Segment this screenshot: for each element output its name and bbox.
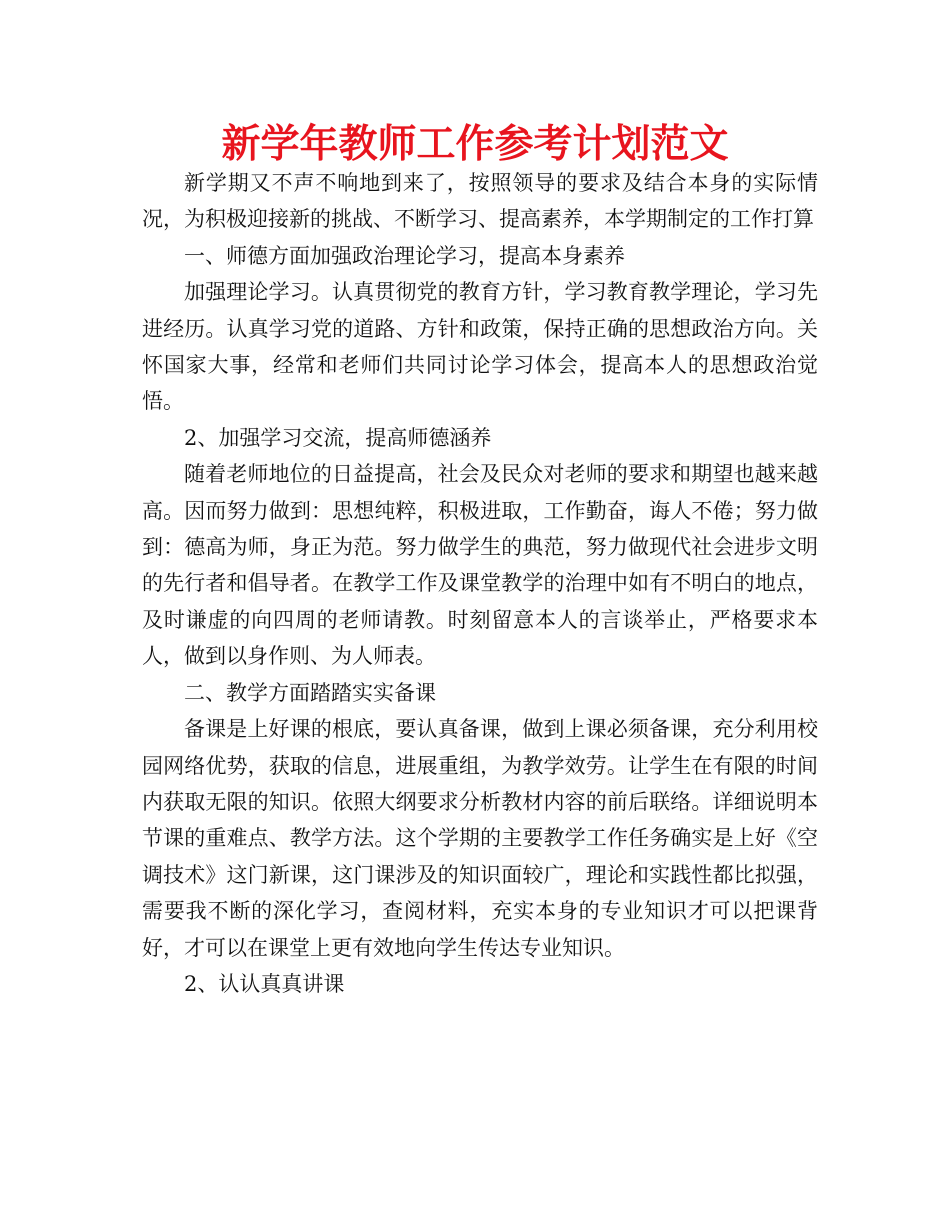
document-body: [142, 165, 818, 1002]
paragraph-ethics-cultivation: 随着老师地位的日益提高，社会及民众对老师的要求和期望也越来越高。因而努力做到：思想纯粹，积极进取，工作勤奋，诲人不倦；努力做到：德高为师，身正为范。努力做学生的典范，努力做现代社会进步文明的先行者和倡导者。在教学工作及课堂教学的治理中如有不明白的地点，及时谦虚的向四周的老师请教。时刻留意本人的言谈举止，严格要求本人，做到以身作则、为人师表。: [142, 462, 818, 669]
heading-ethics: 一、师德方面加强政治理论学习，提高本身素养: [184, 243, 625, 268]
heading-teaching: 二、教学方面踏踏实实备课: [184, 680, 436, 705]
document-title: 新学年教师工作参考计划范文: [221, 121, 729, 167]
paragraph-theory-study: 加强理论学习。认真贯彻党的教育方针，学习教育教学理论，学习先进经历。认真学习党的道路、方针和政策，保持正确的思想政治方向。关怀国家大事，经常和老师们共同讨论学习体会，提高本人的思想政治觉悟。: [142, 280, 818, 414]
paragraph-intro: 新学期又不声不响地到来了，按照领导的要求及结合本身的实际情况，为积极迎接新的挑战、不断学习、提高素养，本学期制定的工作打算: [142, 171, 818, 232]
heading-lecturing: 2、认认真真讲课: [184, 971, 345, 996]
paragraph-lesson-prep: 备课是上好课的根底，要认真备课，做到上课必须备课，充分利用校园网络优势，获取的信息，进展重组，为教学效劳。让学生在有限的时间内获取无限的知识。依照大纲要求分析教材内容的前后联络。详细说明本节课的重难点、教学方法。这个学期的主要教学工作任务确实是上好《空调技术》这门新课，这门课涉及的知识面较广，理论和实践性都比拟强，需要我不断的深化学习，查阅材料，充实本身的专业知识才可以把课背好，才可以在课堂上更有效地向学生传达专业知识。: [142, 717, 818, 960]
heading-exchange: 2、加强学习交流，提高师德涵养: [184, 425, 492, 450]
